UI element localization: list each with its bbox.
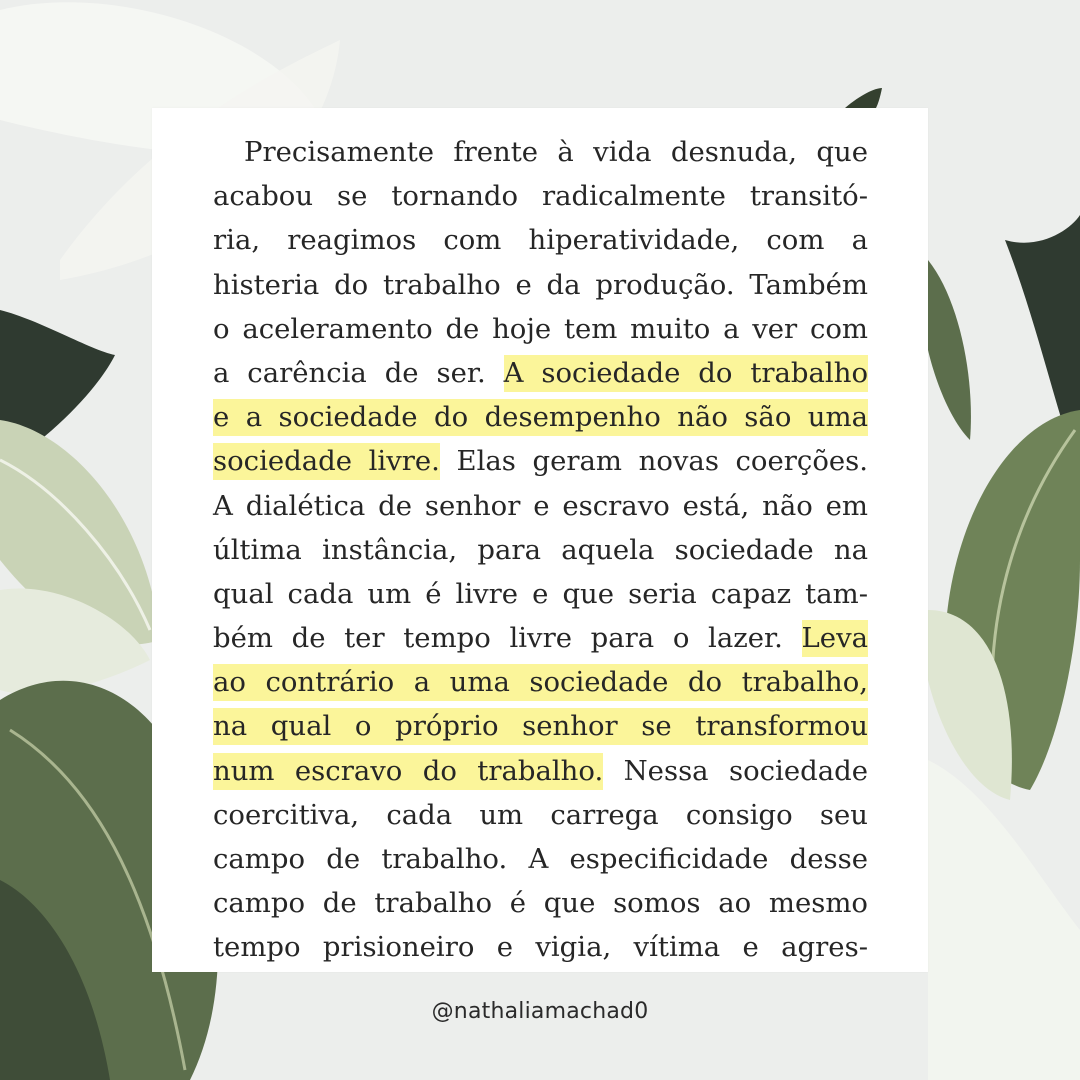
text-segment: última instância, para aquela sociedade na [213,533,868,566]
text-line [213,793,868,837]
leaf-pale-right-bottom [928,760,1080,1080]
highlighted-text: A sociedade do trabalho [504,355,868,392]
text-segment: qual cada um é livre e que seria capaz tam- [213,577,868,610]
highlighted-text: e a sociedade do desempenho não são uma [213,399,868,436]
text-line [213,395,868,439]
text-line [213,218,868,262]
text-line [213,572,868,616]
author-handle: @nathaliamachad0 [431,999,649,1024]
text-segment: Elas geram novas coerções. [439,445,868,478]
text-segment: Nessa sociedade [603,754,869,787]
text-line [213,439,868,483]
text-segment: a carência de ser. [213,356,504,389]
text-segment: bém de ter tempo livre para o lazer. [213,622,802,655]
highlighted-text: num escravo do trabalho. [213,753,603,790]
book-text [213,130,868,970]
book-page [152,108,928,972]
highlighted-text: Leva [802,620,868,657]
text-segment: Precisamente frente à vida desnuda, que [244,136,868,168]
highlighted-text: ao contrário a uma sociedade do trabalho, [213,664,868,701]
text-segment: tempo prisioneiro e vigia, vítima e agres- [213,931,868,964]
text-segment: coercitiva, cada um carrega consigo seu [213,798,868,831]
text-line [213,704,868,748]
text-line [213,307,868,351]
text-line [213,263,868,307]
text-segment: campo de trabalho é que somos ao mesmo [213,887,868,920]
text-segment: ria, reagimos com hiperatividade, com a [213,224,868,257]
text-line [213,837,868,881]
text-line [213,749,868,793]
text-segment: A dialética de senhor e escravo está, não em [213,489,868,522]
text-line [213,881,868,925]
text-segment: o aceleramento de hoje tem muito a ver com [213,312,868,345]
text-line [213,130,868,174]
leaf-dark-top-right [845,88,882,108]
text-line [213,528,868,572]
text-segment: campo de trabalho. A especificidade desse [213,843,868,875]
text-segment: acabou se tornando radicalmente transitó- [213,180,868,213]
text-line [213,174,868,218]
text-line [213,660,868,704]
text-line [213,484,868,528]
leaf-green-right-upper [928,260,971,440]
text-line [213,925,868,969]
text-line [213,616,868,660]
highlighted-text: sociedade livre. [213,443,440,480]
text-line [213,351,868,395]
text-segment: histeria do trabalho e da produção. Também [213,268,868,301]
highlighted-text: na qual o próprio senhor se transformou [213,708,868,745]
